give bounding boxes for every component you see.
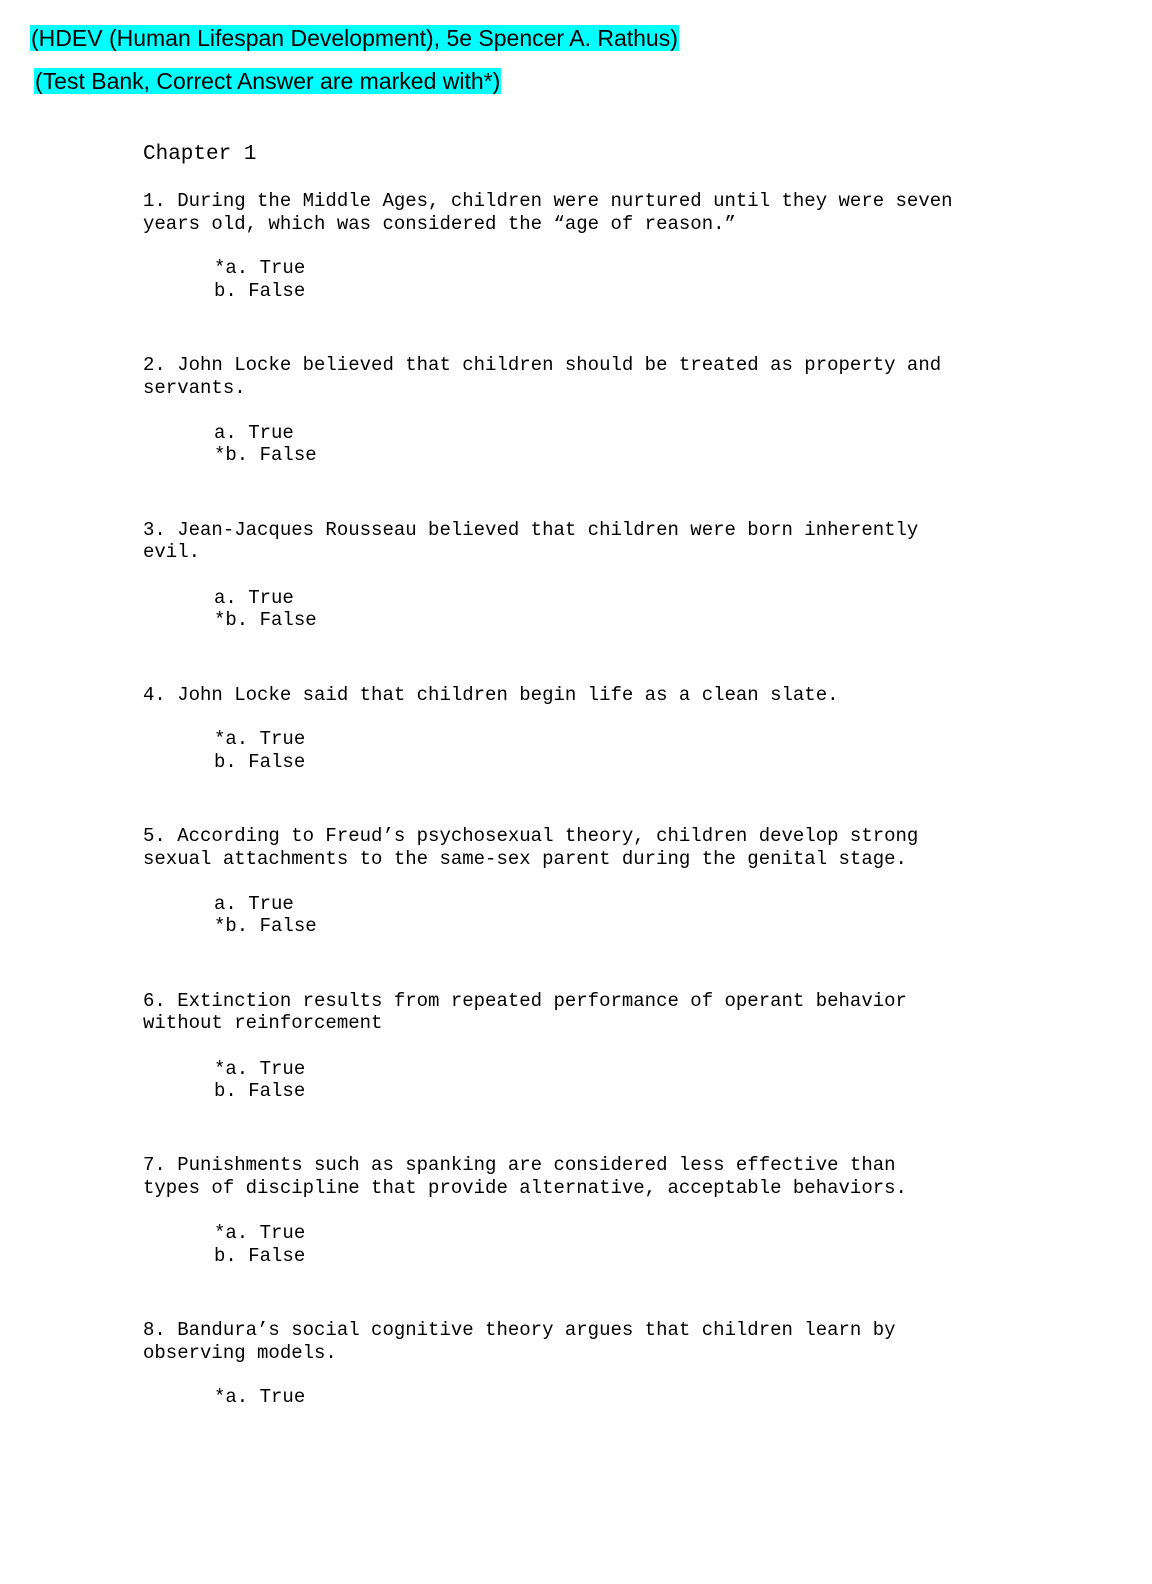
question-8-line-1: 8. Bandura’s social cognitive theory argues that children learn by: [143, 1319, 896, 1341]
question-2-option-b: *b. False: [214, 444, 317, 466]
question-6-line-2: without reinforcement: [143, 1012, 383, 1034]
question-6-option-a: *a. True: [214, 1058, 306, 1080]
question-3-line-2: evil.: [143, 541, 201, 563]
chapter-heading: Chapter 1: [143, 143, 257, 166]
question-5-option-b: *b. False: [214, 915, 317, 937]
question-4-option-b: b. False: [214, 751, 306, 773]
question-2-line-2: servants.: [143, 377, 246, 399]
header-note-text: (Test Bank, Correct Answer are marked with*): [35, 68, 501, 94]
header-title-text: (HDEV (Human Lifespan Development), 5e Spencer A. Rathus): [31, 25, 678, 51]
question-5-line-2: sexual attachments to the same-sex parent during the genital stage.: [143, 848, 907, 870]
question-6-line-1: 6. Extinction results from repeated performance of operant behavior: [143, 990, 907, 1012]
question-4-line-1: 4. John Locke said that children begin life as a clean slate.: [143, 684, 839, 706]
question-5-option-a: a. True: [214, 893, 294, 915]
question-3-option-a: a. True: [214, 587, 294, 609]
question-7-line-2: types of discipline that provide alternative, acceptable behaviors.: [143, 1177, 907, 1199]
question-1-line-2: years old, which was considered the “age of reason.”: [143, 213, 736, 235]
question-7-line-1: 7. Punishments such as spanking are considered less effective than: [143, 1154, 896, 1176]
question-7-option-b: b. False: [214, 1245, 306, 1267]
question-2-line-1: 2. John Locke believed that children should be treated as property and: [143, 354, 942, 376]
question-8-line-2: observing models.: [143, 1342, 337, 1364]
question-8-option-a: *a. True: [214, 1386, 306, 1408]
document-header-note: [34, 68, 501, 94]
question-3-line-1: 3. Jean-Jacques Rousseau believed that children were born inherently: [143, 519, 919, 541]
question-7-option-a: *a. True: [214, 1222, 306, 1244]
question-6-option-b: b. False: [214, 1080, 306, 1102]
question-2-option-a: a. True: [214, 422, 294, 444]
question-5-line-1: 5. According to Freud’s psychosexual theory, children develop strong: [143, 825, 919, 847]
document-header-title: [30, 25, 679, 51]
question-3-option-b: *b. False: [214, 609, 317, 631]
question-1-option-b: b. False: [214, 280, 306, 302]
question-1-option-a: *a. True: [214, 257, 306, 279]
question-1-line-1: 1. During the Middle Ages, children were nurtured until they were seven: [143, 190, 953, 212]
question-4-option-a: *a. True: [214, 728, 306, 750]
